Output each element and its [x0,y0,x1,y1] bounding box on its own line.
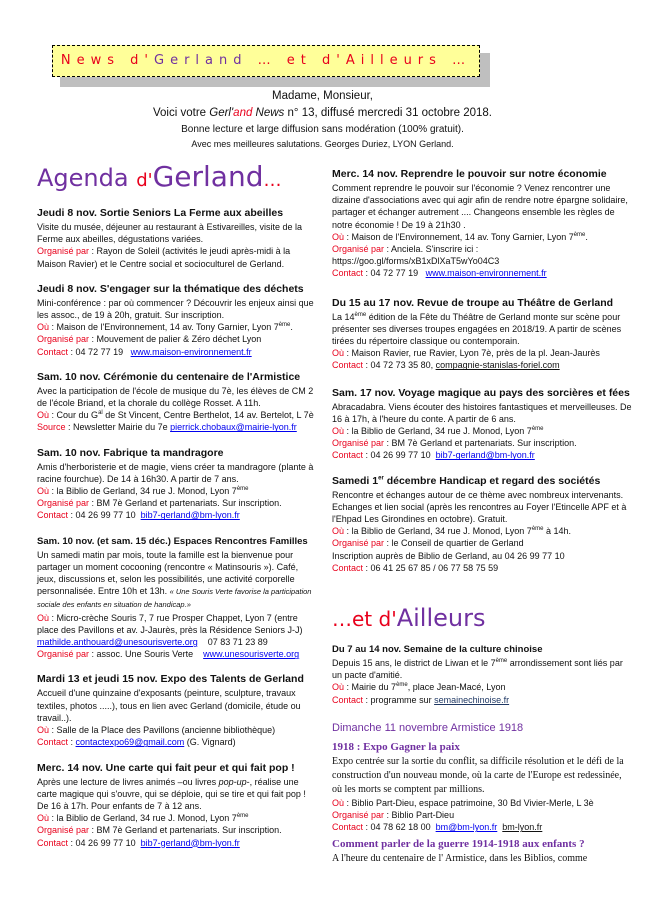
issue-line: Voici votre Gerl'and News n° 13, diffusé mercredi 31 octobre 2018. [153,107,492,119]
website-link[interactable]: compagnie-stanislas-foriel.com [435,360,560,371]
event-economie [332,167,632,280]
event-title: Mardi 13 et jeudi 15 nov. Expo des Talents de Gerland [37,673,304,686]
armistice-heading: Dimanche 11 novembre Armistice 1918 [332,721,524,734]
event-desc: Depuis 15 ans, le district de Liwan et le 7ème arrondissement sont liés par un pacte d'amitié. [332,658,623,681]
event-organiser: Organisé par : assoc. Une Souris Verte www.unesourisverte.org [37,649,300,660]
intro-line-3: Bonne lecture et large diffusion sans modération (100% gratuit). [181,124,464,135]
event-contact: Contact : 06 41 25 67 85 / 06 77 58 75 59 [332,562,499,573]
expo-desc: Expo centrée sur la sortie du conflit, sa difficile résolution et le défi de la construction d'un nouveau monde, où la carte de l'Europe est redessinée, où les morts se comptent par millions. [332,755,624,795]
event-armistice-ceremony [37,370,317,434]
event-organiser: Organisé par : le Conseil de quartier de Gerland [332,538,524,549]
event-title: Jeudi 8 nov. S'engager sur la thématique des déchets [37,282,304,295]
event-title: Merc. 14 nov. Reprendre le pouvoir sur notre économie [332,168,607,180]
event-handicap [332,474,632,574]
event-title: Merc. 14 nov. Une carte qui fait peur et qui fait pop ! [37,761,295,774]
registration-form-link[interactable]: https://goo.gl/forms/xB1xDlXaT5wYo04C3 [332,256,500,267]
event-title: Sam. 10 nov. Cérémonie du centenaire de l'Armistice [37,370,301,383]
event-organiser: Organisé par : BM 7è Gerland et partenariats. Sur inscription. [332,438,577,449]
intro [0,88,645,152]
event-armistice-1918 [332,720,632,866]
event-title: Sam. 10 nov. (et sam. 15 déc.) Espaces Rencontres Familles [37,535,308,547]
website-link[interactable]: www.maison-environnement.fr [425,268,547,279]
event-contact: Contact : 04 72 73 35 80, compagnie-stanislas-foriel.com [332,360,560,371]
event-contact: Contact : programme sur semainechinoise.fr [332,694,510,705]
website-link[interactable]: bm-lyon.fr [502,822,543,833]
event-source: Source : Newsletter Mairie du 7e pierrick.chobaux@mairie-lyon.fr [37,422,297,433]
event-location: Où : Biblio Part-Dieu, espace patrimoine, 30 Bd Vivier-Merle, L 3è [332,797,594,808]
event-desc: Après une lecture de livres animés –ou livres pop-up-, réalise une carte magique qui s'ouvre, qui se déploie, qui se tire et qui fait pop ! De 16 à 17h. Pour enfants de 7 à 12 ans. [37,776,306,811]
event-location: Où : la Biblio de Gerland, 34 rue J. Monod, Lyon 7ème [332,426,544,437]
event-location: Où : la Biblio de Gerland, 34 rue J. Monod, Lyon 7ème à 14h. [332,526,572,537]
event-location: Où : Salle de la Place des Pavillons (ancienne bibliothèque) [37,725,276,736]
event-location: Où : Cour du $G^{al}$ de St Vincent, Centre Berthelot, 14 av. Bertelot, L 7è [37,410,314,421]
event-desc: Accueil d'une quinzaine d'exposants (peinture, sculpture, travaux textiles, photos .....), tous en lien avec Gerland (domicile, étude ou travail..). [37,688,301,723]
children-war-desc: A l'heure du centenaire de l' Armistice, dans les Biblios, comme [332,852,588,864]
event-culture-chinoise [332,642,632,706]
event-contact: Contact : contactexpo69@gmail.com (G. Vignard) [37,737,236,748]
event-organiser: Organisé par : BM 7è Gerland et partenariats. Sur inscription. [37,825,282,836]
website-link[interactable]: www.maison-environnement.fr [130,346,252,357]
event-title: Jeudi 8 nov. Sortie Seniors La Ferme aux abeilles [37,207,284,219]
email-link[interactable]: bib7-gerland@bm-lyon.fr [140,510,240,521]
event-desc: La 14ème édition de la Fête du Théâtre de Gerland monte sur scène pour présenter ses diverses troupes engagées en 2018/19. A partir de scènes tirées du répertoire classique ou contemporain. [332,311,622,347]
event-desc: Visite du musée, déjeuner au restaurant à Estivareilles, visite de la Ferme aux abeilles, dégustations variées. [37,222,302,245]
event-theatre [332,296,632,372]
event-location: Où : Mairie du 7ème, place Jean-Macé, Lyon [332,682,506,693]
email-link[interactable]: bib7-gerland@bm-lyon.fr [140,837,240,848]
event-contact: Contact : 04 72 77 19 www.maison-environnement.fr [37,346,252,357]
event-contact: Contact : 04 72 77 19 www.maison-environnement.fr [332,268,547,279]
email-link[interactable]: pierrick.chobaux@mairie-lyon.fr [170,422,297,433]
event-sortie-seniors [37,206,317,270]
expo-title: 1918 : Expo Gagner la paix [332,740,460,753]
event-sorcieres [332,386,632,462]
event-title: Samedi 1er décembre Handicap et regard des sociétés [332,474,601,487]
event-desc: Abracadabra. Viens écouter des histoires fantastiques et merveilleuses. De 16 à 17h, à l'heure du conte. A partir de 6 ans. [332,401,632,424]
children-war-title: Comment parler de la guerre 1914-1918 aux enfants ? [332,837,585,850]
event-organiser: Organisé par : Anciela. S'inscrire ici : [332,244,479,255]
event-organiser: Organisé par : Mouvement de palier & Zéro déchet Lyon [37,334,262,345]
event-contact: Contact : 04 26 99 77 10 bib7-gerland@bm-lyon.fr [37,837,240,848]
event-location: Où : Maison de l'Environnement, 14 av. Tony Garnier, Lyon 7ème. [332,231,588,242]
event-location: Où : la Biblio de Gerland, 34 rue J. Monod, Lyon 7ème [37,486,249,497]
event-location: Où : Micro-crèche Souris 7, 7 rue Prosper Chappet, Lyon 7 (entre place des Pavillons et av. J-Jaurès, près la Résidence Seniors J-J) [37,612,303,635]
event-dechets [37,282,317,358]
email-link[interactable]: bm@bm-lyon.fr [435,822,498,833]
email-link[interactable]: contactexpo69@gmail.com [75,737,185,748]
left-column [37,160,317,849]
website-link[interactable]: www.unesourisverte.org [203,649,300,660]
event-location: Où : Maison Ravier, rue Ravier, Lyon 7è, près de la pl. Jean-Jaurès [332,348,600,359]
event-organiser: Organisé par : Rayon de Soleil (activités le jeudi après-midi à la Maison Ravier) et le Centre social et socioculturel de Gerland. [37,246,291,269]
right-column [332,167,632,866]
event-desc: Rencontre et échanges autour de ce thème avec nombreux intervenants. Echanges et lien social (après les rencontres au Foyer l'Etincelle APF et à l'Ehpad Les Girondines en octobre). Gratuit. [332,489,627,525]
event-desc: Un samedi matin par mois, toute la famille est la bienvenue pour partager un moment cocooning (rencontre « Matinsouris »). Café, jeux, discussions et, selon les possibilités, une activité corporelle personnalisée. Entre 10h et 13h. « Une Souris Verte favorise la participation sociale des enfants en situation de handicap.» [37,549,312,610]
event-contact: Contact : 04 78 62 18 00 bm@bm-lyon.fr bm-lyon.fr [332,822,543,833]
event-title: Sam. 10 nov. Fabrique ta mandragore [37,446,224,459]
event-title: Du 7 au 14 nov. Semaine de la culture chinoise [332,644,543,656]
ailleurs-title: …et d'Ailleurs [332,604,486,633]
event-location: Où : la Biblio de Gerland, 34 rue J. Monod, Lyon 7ème [37,813,249,824]
newsletter-banner [52,45,482,85]
event-location: Où : Maison de l'Environnement, 14 av. Tony Garnier, Lyon 7ème. [37,322,293,333]
website-link[interactable]: semainechinoise.fr [434,694,510,705]
email-link[interactable]: mathilde.anthouard@unesourisverte.org [37,637,198,648]
event-inscription: Inscription auprès de Biblio de Gerland, au 04 26 99 77 10 [332,550,565,561]
greeting: Madame, Monsieur, [272,90,373,102]
event-title: Sam. 17 nov. Voyage magique au pays des sorcières et fées [332,386,630,399]
event-organiser: Organisé par : BM 7è Gerland et partenariats. Sur inscription. [37,498,282,509]
event-desc: Amis d'herboristerie et de magie, viens créer ta mandragore (plante à racine fourchue). De 14 à 16h30. A partir de 7 ans. [37,461,314,484]
event-email-phone: mathilde.anthouard@unesourisverte.org 07 83 71 23 89 [37,637,268,648]
event-mandragore [37,446,317,522]
email-link[interactable]: bib7-gerland@bm-lyon.fr [435,450,535,461]
event-expo-talents [37,672,317,748]
event-rencontres-familles [37,534,317,661]
event-contact: Contact : 04 26 99 77 10 bib7-gerland@bm-lyon.fr [37,510,240,521]
event-contact: Contact : 04 26 99 77 10 bib7-gerland@bm-lyon.fr [332,450,535,461]
banner-title: News d'Gerland … et d'Ailleurs … [52,45,480,77]
event-desc: Avec la participation de l'école de musique du 7è, les élèves de CM 2 de l'école Briand, et la chorale du collège Rosset. A 11h. [37,385,314,409]
event-title: Du 15 au 17 nov. Revue de troupe au Théâtre de Gerland [332,296,614,309]
event-organiser: Organisé par : Biblio Part-Dieu [332,810,455,821]
signature: Avec mes meilleures salutations. Georges Duriez, LYON Gerland. [191,139,454,149]
event-carte-pop [37,761,317,849]
agenda-title: Agenda d'Gerland… [37,160,282,193]
event-desc: Comment reprendre le pouvoir sur l'économie ? Venez rencontrer une dizaine d'associations avec qui agir afin de rendre notre épargne solidaire, partager et échanger autrement .... Changeons ensemble les règles de notre économie ! De 19 à 21h30 . [332,183,628,230]
event-desc: Mini-conférence : par où commencer ? Découvrir les enjeux ainsi que les assoc., de 19 à 20h, gratuit. Sur inscription. [37,297,314,321]
